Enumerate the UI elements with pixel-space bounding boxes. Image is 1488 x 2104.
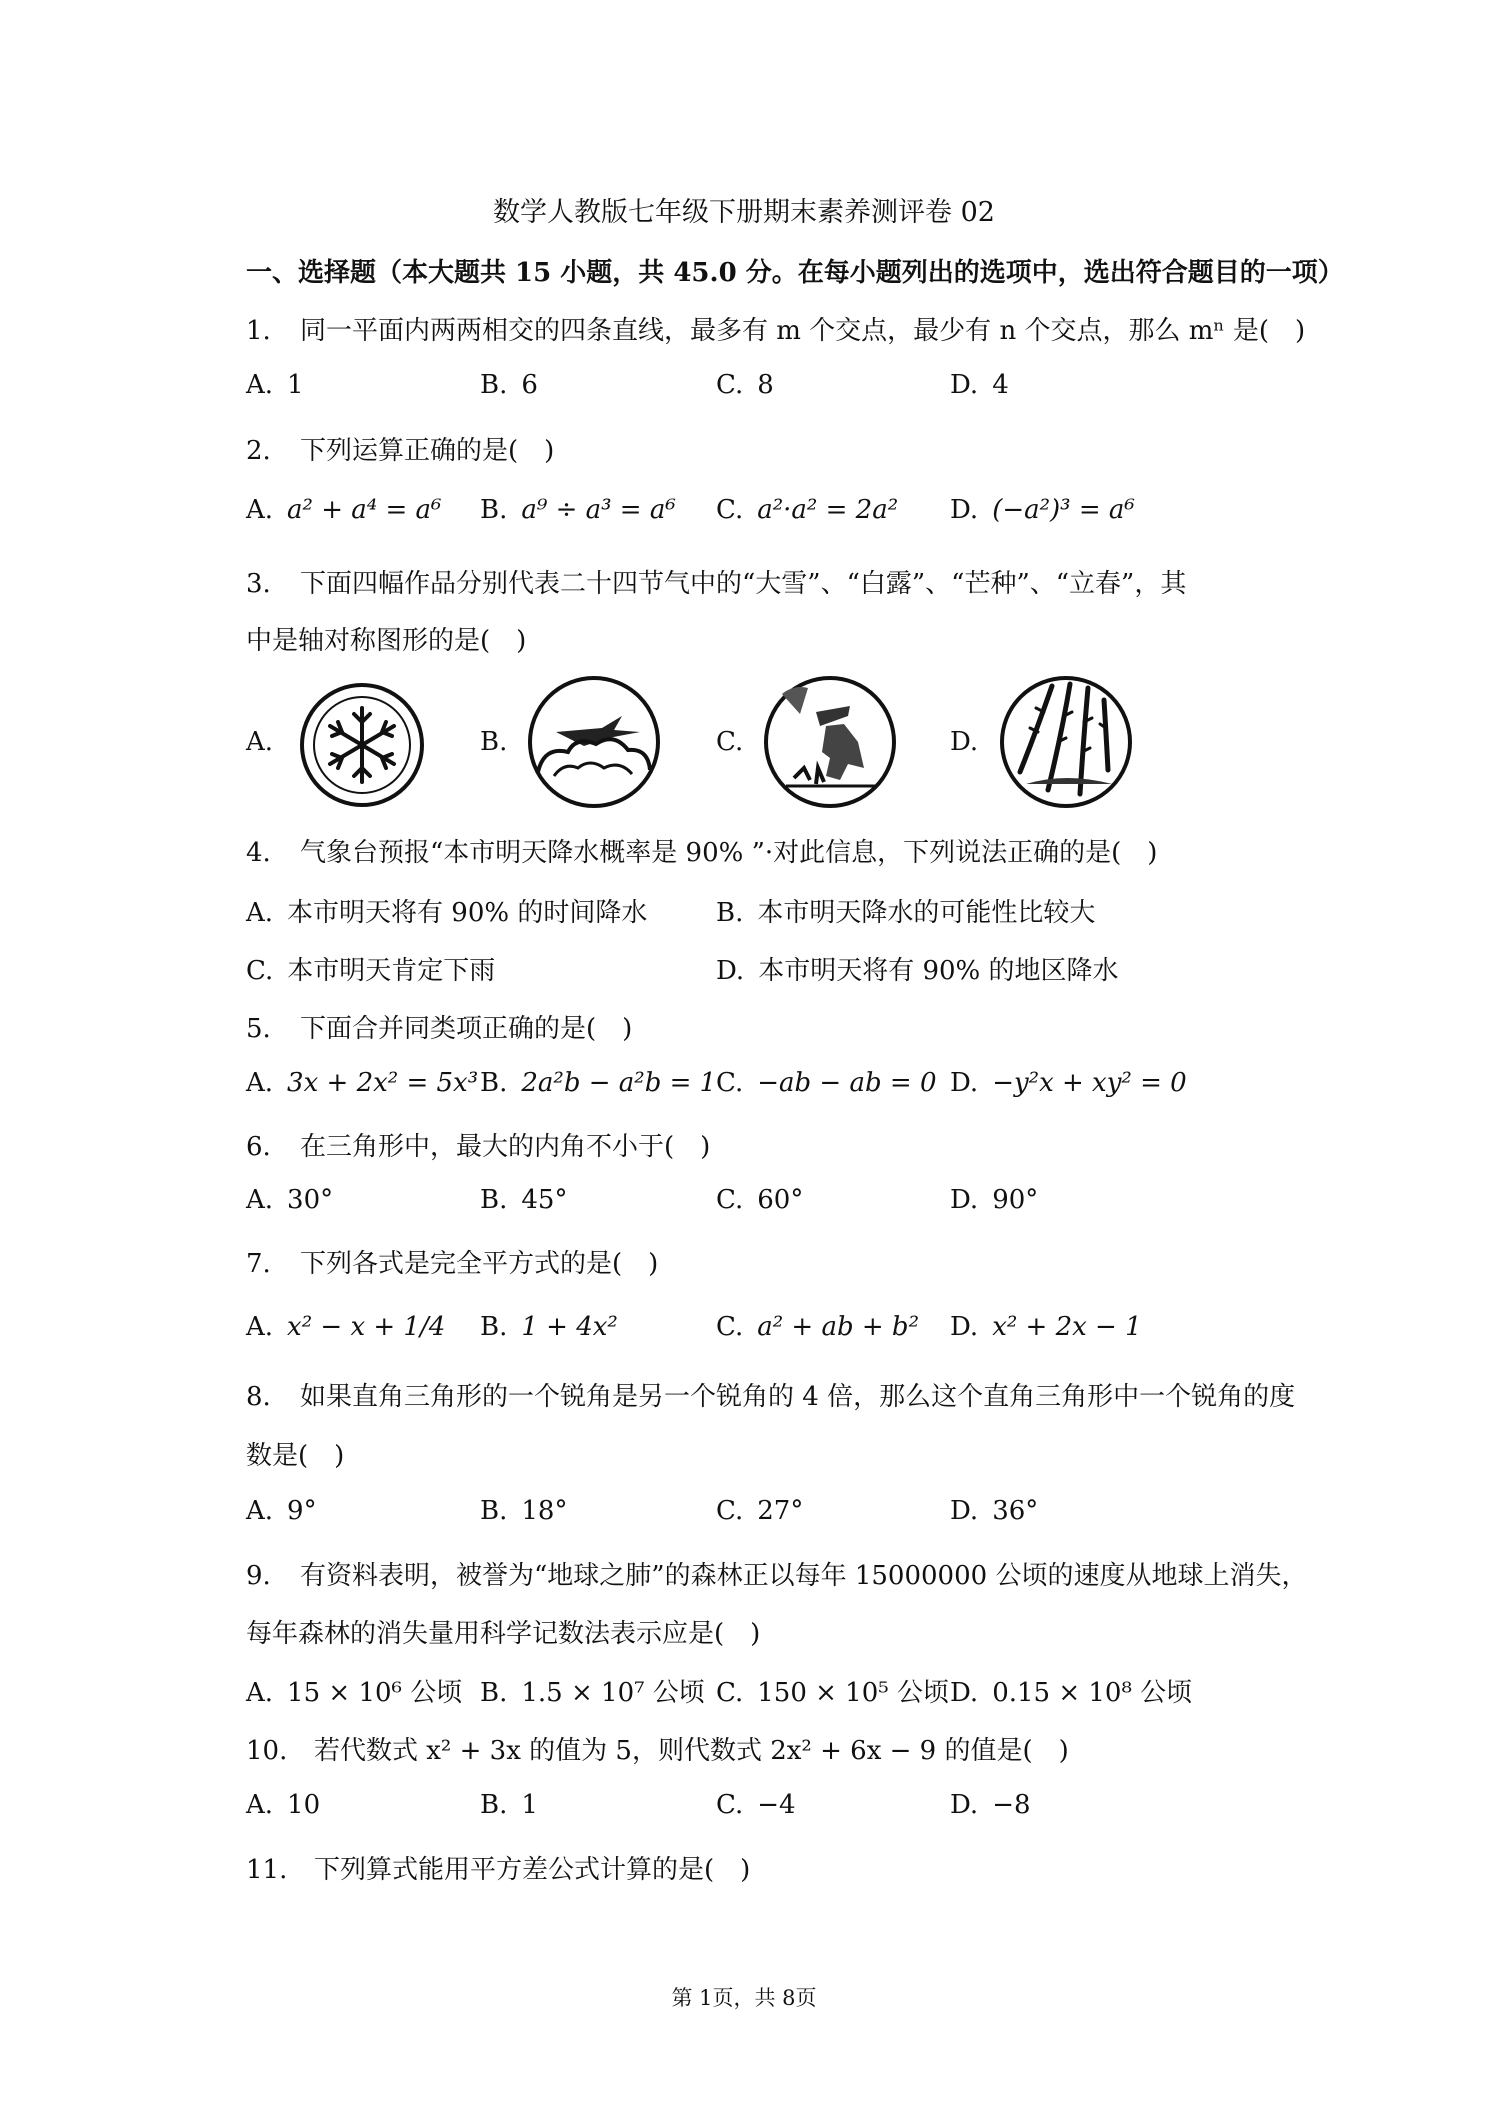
question-9-line-1: 9. 有资料表明，被誉为“地球之肺”的森林正以每年 15000000 公顷的速度从地球上消失， [246, 1561, 1308, 1591]
question-3-line-2: 中是轴对称图形的是( ) [246, 626, 527, 656]
question-2: 2. 下列运算正确的是( ) [246, 436, 555, 466]
q6-option-b: B. 45° [480, 1185, 568, 1215]
q9-option-d: D. 0.15 × 10⁸ 公顷 [950, 1678, 1193, 1708]
question-1-text: 同一平面内两两相交的四条直线，最多有 m 个交点，最少有 n 个交点，那么 mⁿ 是( ) [300, 316, 1306, 346]
q2-option-d: D. (−a²)³ = a⁶ [950, 495, 1135, 525]
q8-option-c: C. 27° [716, 1496, 804, 1526]
q1-option-b: B. 6 [480, 370, 538, 400]
q9-option-c: C. 150 × 10⁵ 公顷 [716, 1678, 949, 1708]
snowflake-icon [292, 680, 432, 810]
question-1: 1. 同一平面内两两相交的四条直线，最多有 m 个交点，最少有 n 个交点，那么 mⁿ 是( ) [246, 316, 1306, 346]
q8-option-b: B. 18° [480, 1496, 568, 1526]
q5-option-d: D. −y²x + xy² = 0 [950, 1068, 1187, 1098]
q1-option-c: C. 8 [716, 370, 774, 400]
q8-option-d: D. 36° [950, 1496, 1039, 1526]
q5-option-b: B. 2a²b − a²b = 1 [480, 1068, 717, 1098]
question-6: 6. 在三角形中，最大的内角不小于( ) [246, 1132, 711, 1162]
q7-option-c: C. a² + ab + b² [716, 1312, 919, 1342]
farmer-harvest-icon [760, 672, 900, 812]
bird-clouds-icon [524, 672, 664, 812]
q3-option-a: A. [246, 727, 274, 757]
q5-option-c: C. −ab − ab = 0 [716, 1068, 937, 1098]
q2-option-b: B. a⁹ ÷ a³ = a⁶ [480, 495, 676, 525]
q7-option-a: A. x² − x + 1/4 [246, 1312, 446, 1342]
question-11: 11. 下列算式能用平方差公式计算的是( ) [246, 1855, 751, 1885]
q9-option-b: B. 1.5 × 10⁷ 公顷 [480, 1678, 705, 1708]
q9-option-a: A. 15 × 10⁶ 公顷 [246, 1678, 463, 1708]
q1-option-d: D. 4 [950, 370, 1009, 400]
question-4: 4. 气象台预报“本市明天降水概率是 90% ”·对此信息，下列说法正确的是( ) [246, 838, 1158, 868]
q5-option-a: A. 3x + 2x² = 5x³ [246, 1068, 479, 1098]
q6-option-d: D. 90° [950, 1185, 1039, 1215]
q10-option-b: B. 1 [480, 1790, 538, 1820]
question-7: 7. 下列各式是完全平方式的是( ) [246, 1249, 659, 1279]
q7-option-d: D. x² + 2x − 1 [950, 1312, 1142, 1342]
question-5: 5. 下面合并同类项正确的是( ) [246, 1014, 633, 1044]
q10-option-c: C. −4 [716, 1790, 796, 1820]
q6-option-c: C. 60° [716, 1185, 804, 1215]
q3-option-b: B. [480, 727, 508, 757]
q4-option-a: A. 本市明天将有 90% 的时间降水 [246, 898, 648, 928]
page-title: 数学人教版七年级下册期末素养测评卷 02 [493, 197, 995, 228]
q1-option-a: A. 1 [246, 370, 304, 400]
q2-option-c: C. a²·a² = 2a² [716, 495, 899, 525]
question-8-line-1: 8. 如果直角三角形的一个锐角是另一个锐角的 4 倍，那么这个直角三角形中一个锐角的度 [246, 1382, 1296, 1412]
question-2-text: 下列运算正确的是( ) [300, 436, 555, 466]
q10-option-a: A. 10 [246, 1790, 321, 1820]
question-8-line-2: 数是( ) [246, 1441, 345, 1471]
willow-branches-icon [996, 672, 1136, 812]
q4-option-c: C. 本市明天肯定下雨 [246, 956, 496, 986]
q10-option-d: D. −8 [950, 1790, 1031, 1820]
question-9-line-2: 每年森林的消失量用科学记数法表示应是( ) [246, 1619, 761, 1649]
q8-option-a: A. 9° [246, 1496, 317, 1526]
q4-option-d: D. 本市明天将有 90% 的地区降水 [716, 956, 1119, 986]
section-heading: 一、选择题（本大题共 15 小题，共 45.0 分。在每小题列出的选项中，选出符合题目的一项） [246, 258, 1344, 288]
page-footer: 第 1页，共 8页 [671, 1986, 817, 2010]
q7-option-b: B. 1 + 4x² [480, 1312, 618, 1342]
question-10: 10. 若代数式 x² + 3x 的值为 5，则代数式 2x² + 6x − 9 的值是( ) [246, 1736, 1069, 1766]
q4-option-b: B. 本市明天降水的可能性比较大 [716, 898, 1096, 928]
q3-option-d: D. [950, 727, 979, 757]
q3-option-c: C. [716, 727, 744, 757]
q2-option-a: A. a² + a⁴ = a⁶ [246, 495, 442, 525]
q6-option-a: A. 30° [246, 1185, 334, 1215]
question-3-line-1: 3. 下面四幅作品分别代表二十四节气中的“大雪”、“白露”、“芒种”、“立春”，其 [246, 569, 1187, 599]
